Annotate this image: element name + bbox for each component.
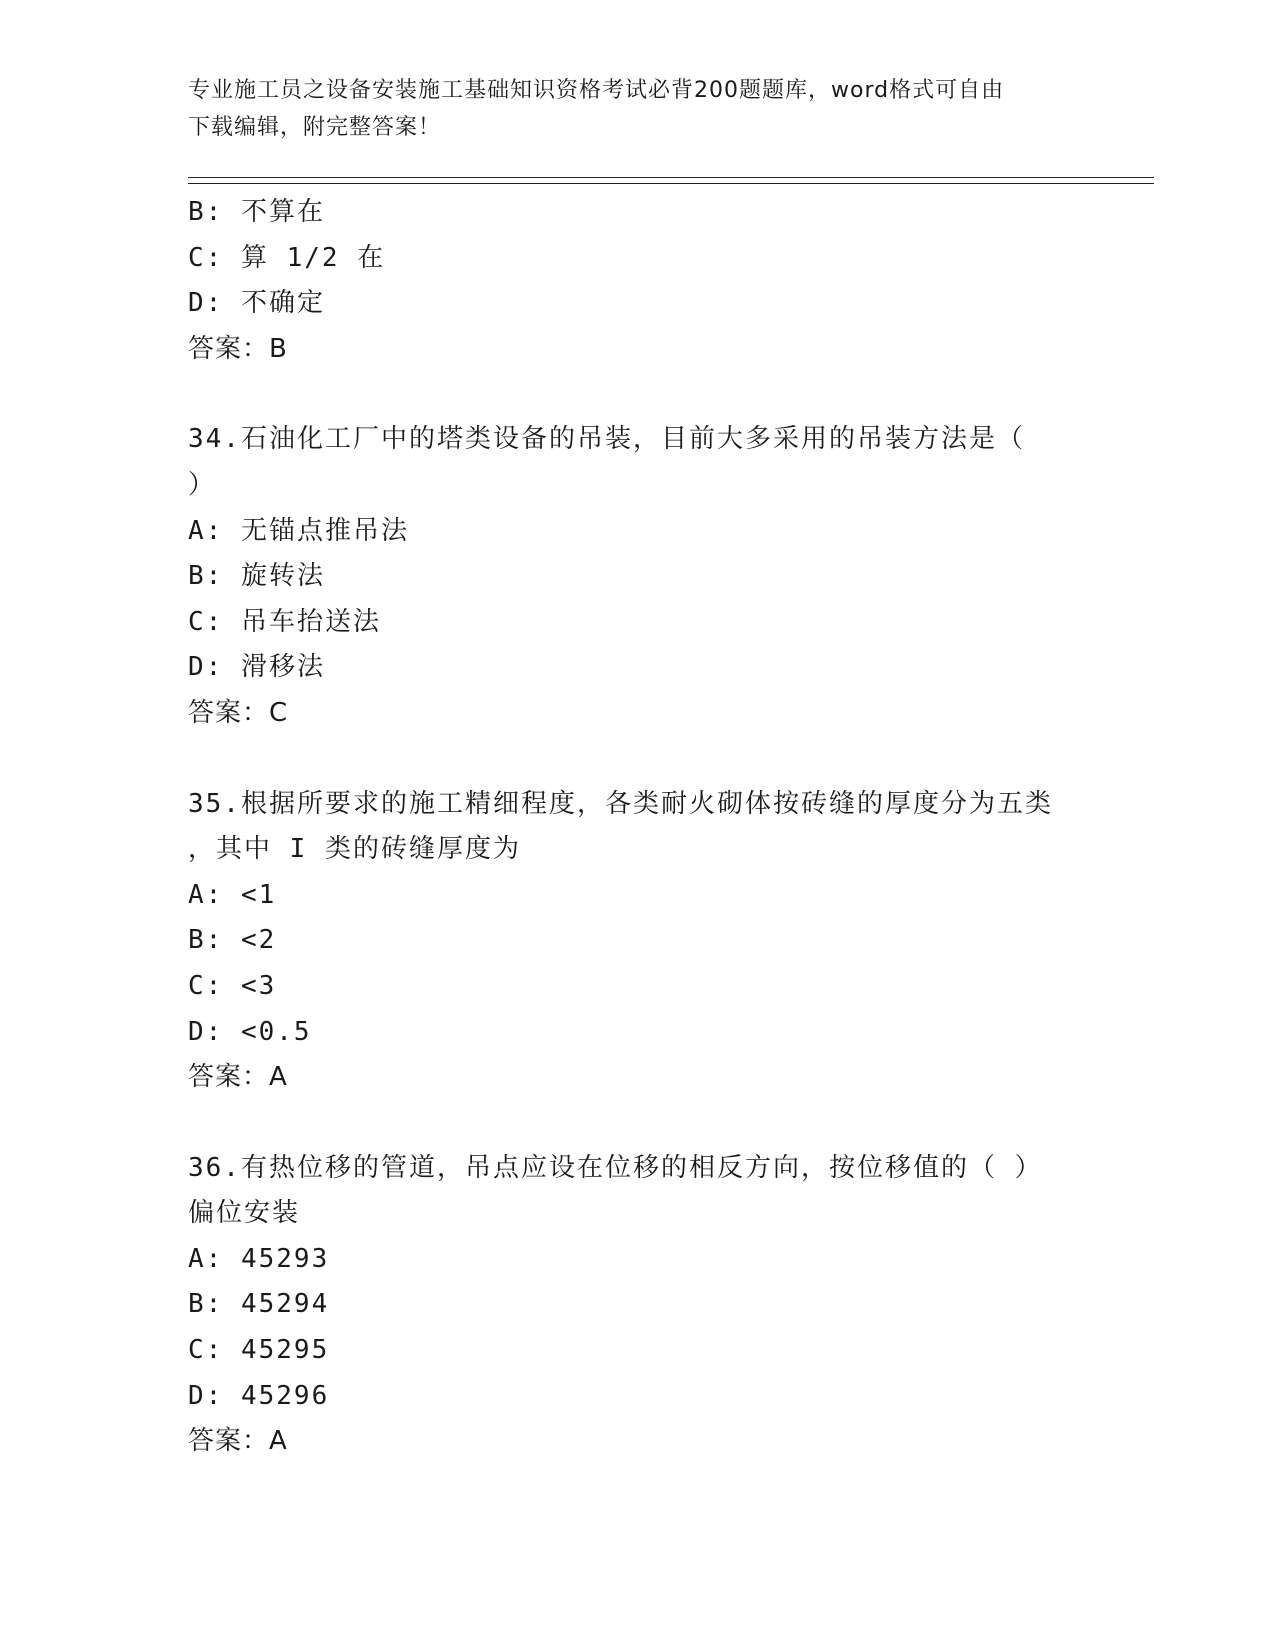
question-34 [188, 417, 1088, 736]
option-b: B: <2 [188, 925, 277, 956]
option-a: A: <1 [188, 879, 277, 910]
option-a: A: 无锚点推吊法 [188, 515, 409, 546]
option-d: D: 滑移法 [188, 652, 325, 683]
question-stem-line-2: ，其中 I 类的砖缝厚度为 [188, 834, 521, 865]
question-stem-line-2: ） [188, 469, 217, 500]
option-c: C: 吊车抬送法 [188, 606, 381, 637]
option-c: C: <3 [188, 970, 277, 1001]
question-35 [188, 782, 1088, 1101]
spacer [188, 1101, 1088, 1146]
question-36 [188, 1146, 1088, 1465]
question-stem-line-2: 偏位安装 [188, 1198, 301, 1229]
header-title-line-1: 专业施工员之设备安装施工基础知识资格考试必背200题题库，word格式可自由 [188, 78, 1005, 103]
answer-line: 答案：B [188, 333, 288, 364]
header-title-line-2: 下载编辑，附完整答案！ [188, 115, 442, 140]
option-b: B: 旋转法 [188, 561, 325, 592]
option-a: A: 45293 [188, 1243, 330, 1274]
question-stem-line-1: 34.石油化工厂中的塔类设备的吊装，目前大多采用的吊装方法是（ [188, 424, 1025, 455]
question-33-tail [188, 190, 1088, 372]
question-stem-line-1: 36.有热位移的管道，吊点应设在位移的相反方向，按位移值的（ ） [188, 1152, 1043, 1183]
document-header [188, 72, 1068, 146]
answer-line: 答案：A [188, 1426, 288, 1457]
question-stem-line-1: 35.根据所要求的施工精细程度，各类耐火砌体按砖缝的厚度分为五类 [188, 788, 1053, 819]
answer-line: 答案：A [188, 1062, 288, 1093]
answer-line: 答案：C [188, 697, 289, 728]
option-d: D: 45296 [188, 1380, 330, 1411]
option-b: B: 45294 [188, 1289, 330, 1320]
option-c: C: 45295 [188, 1335, 330, 1366]
option-c: C: 算 1/2 在 [188, 242, 386, 273]
question-list [188, 190, 1088, 1465]
option-b: B: 不算在 [188, 197, 325, 227]
header-divider-top [188, 177, 1154, 178]
spacer [188, 372, 1088, 417]
header-divider-bottom [188, 183, 1154, 184]
spacer [188, 737, 1088, 782]
option-d: D: <0.5 [188, 1016, 312, 1047]
option-d: D: 不确定 [188, 288, 325, 319]
